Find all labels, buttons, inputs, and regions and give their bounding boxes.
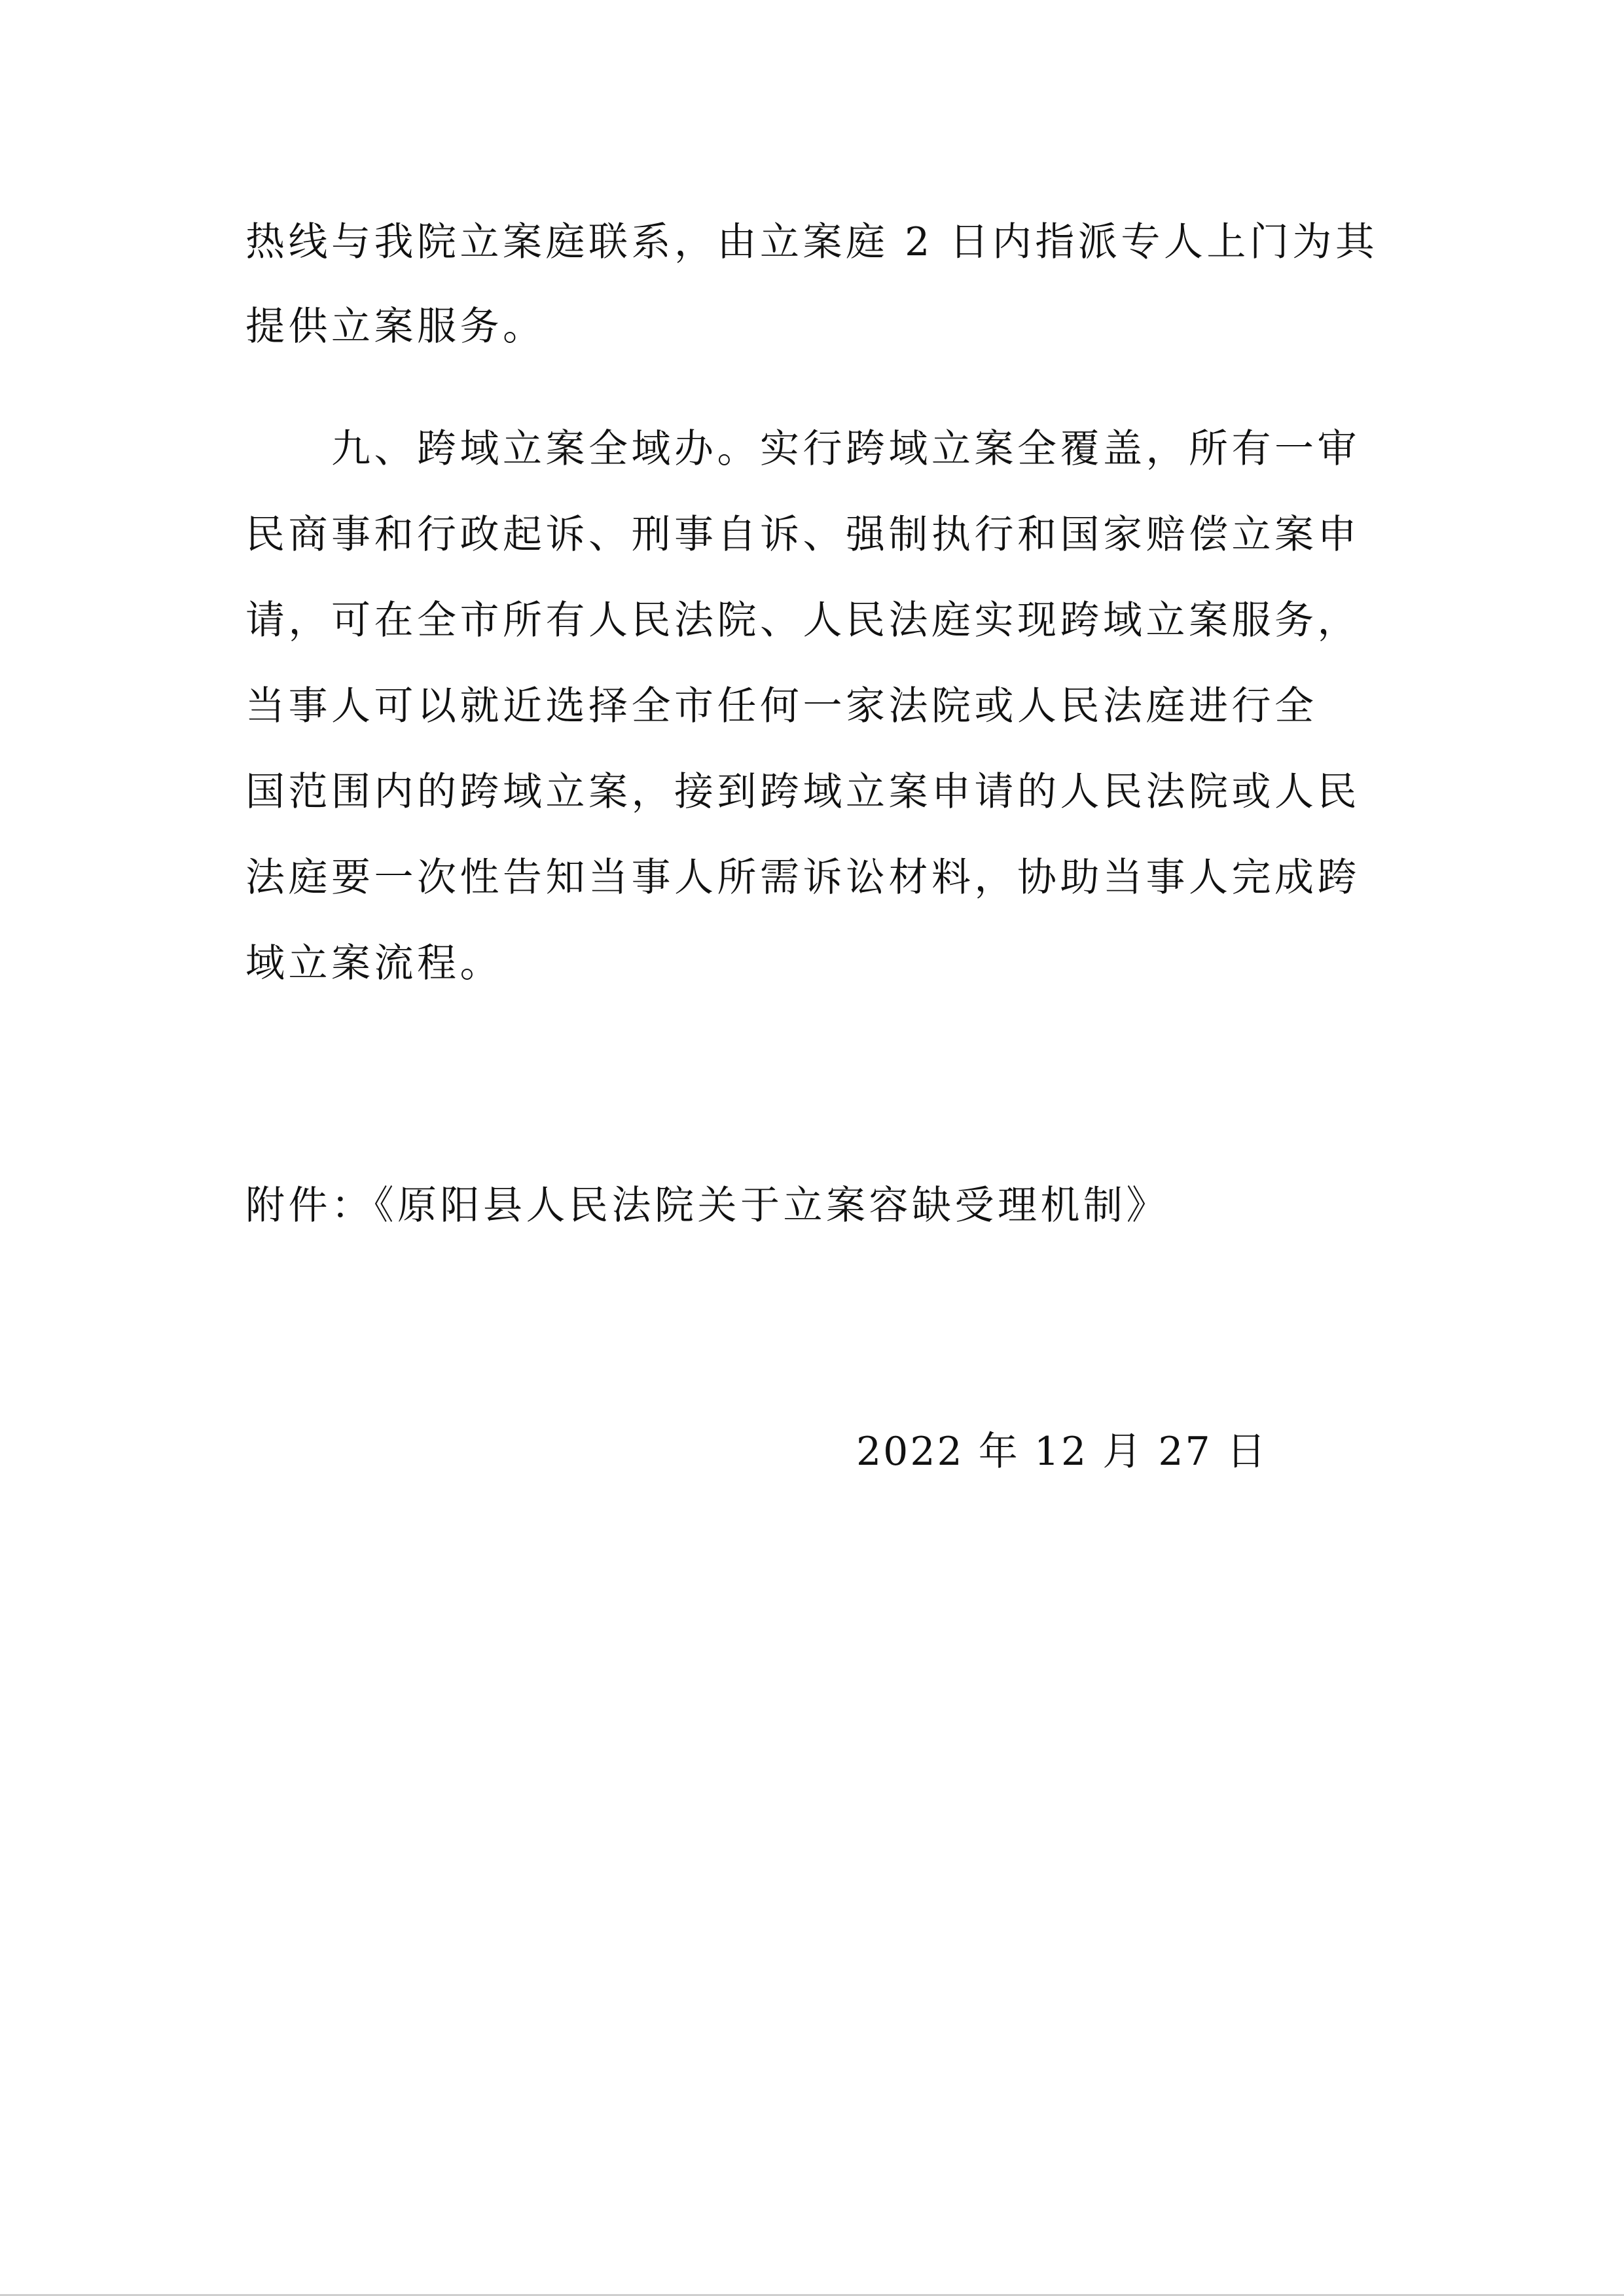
document-date: 2022 年 12 月 27 日 [856, 1429, 1268, 1475]
paragraph-line: 热线与我院立案庭联系，由立案庭 2 日内指派专人上门为其 [245, 219, 1379, 265]
paragraph-line: 国范围内的跨域立案，接到跨域立案申请的人民法院或人民 [245, 769, 1360, 815]
paragraph-line: 域立案流程。 [245, 941, 503, 986]
paragraph-line: 请，可在全市所有人民法院、人民法庭实现跨域立案服务， [245, 598, 1360, 643]
paragraph-line: 当事人可以就近选择全市任何一家法院或人民法庭进行全 [245, 683, 1318, 729]
paragraph-line: 法庭要一次性告知当事人所需诉讼材料，协助当事人完成跨 [245, 855, 1360, 901]
paragraph-line: 九、跨域立案全域办。实行跨域立案全覆盖，所有一审 [245, 426, 1360, 472]
paragraph-line: 民商事和行政起诉、刑事自诉、强制执行和国家赔偿立案申 [245, 512, 1360, 558]
paragraph-line: 提供立案服务。 [245, 304, 546, 350]
attachment-line: 附件：《原阳县人民法院关于立案容缺受理机制》 [245, 1183, 1169, 1229]
